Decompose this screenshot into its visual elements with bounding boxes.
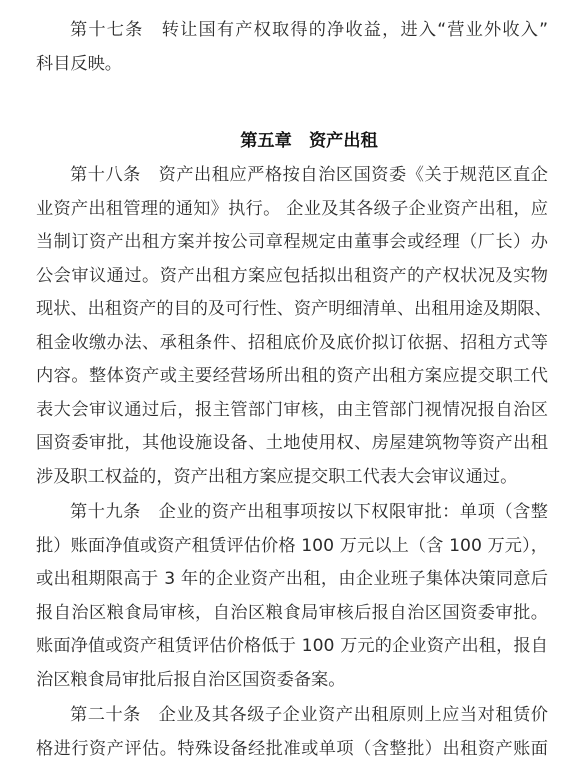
article-19-line: 第十九条 企业的资产出租事项按以下权限审批：单项（含整	[36, 496, 548, 530]
article-18-line: 公会审议通过。资产出租方案应包括拟出租资产的产权状况及实物	[36, 260, 548, 294]
article-18-line: 内容。整体资产或主要经营场所出租的资产出租方案应提交职工代	[36, 360, 548, 394]
article-17-line: 科目反映。	[36, 48, 548, 82]
article-18-line: 当制订资产出租方案并按公司章程规定由董事会或经理（厂长）办	[36, 226, 548, 260]
chapter-heading: 第五章 资产出租	[36, 123, 548, 159]
article-20	[36, 699, 548, 766]
article-18-line: 涉及职工权益的，资产出租方案应提交职工代表大会审议通过。	[36, 461, 548, 495]
article-19-line: 或出租期限高于 3 年的企业资产出租，由企业班子集体决策同意后	[36, 563, 548, 597]
article-17-line: 第十七条 转让国有产权取得的净收益，进入“营业外收入”	[36, 14, 548, 48]
document-page	[36, 14, 548, 766]
article-20-line: 格进行资产评估。特殊设备经批准或单项（含整批）出租资产账面	[36, 733, 548, 766]
article-19	[36, 496, 548, 697]
section-gap	[36, 81, 548, 123]
article-18-line: 租金收缴办法、承租条件、招租底价及底价拟订依据、招租方式等	[36, 327, 548, 361]
article-19-line: 账面净值或资产租赁评估价格低于 100 万元的企业资产出租，报自	[36, 630, 548, 664]
article-18	[36, 159, 548, 494]
article-18-line: 国资委审批，其他设施设备、土地使用权、房屋建筑物等资产出租	[36, 427, 548, 461]
article-17	[36, 14, 548, 81]
article-18-line: 表大会审议通过后，报主管部门审核，由主管部门视情况报自治区	[36, 394, 548, 428]
article-20-line: 第二十条 企业及其各级子企业资产出租原则上应当对租赁价	[36, 699, 548, 733]
article-18-line: 现状、出租资产的目的及可行性、资产明细清单、出租用途及期限、	[36, 293, 548, 327]
article-19-line: 批）账面净值或资产租赁评估价格 100 万元以上（含 100 万元），	[36, 530, 548, 564]
article-19-line: 治区粮食局审批后报自治区国资委备案。	[36, 664, 548, 698]
article-18-line: 业资产出租管理的通知》执行。 企业及其各级子企业资产出租，应	[36, 193, 548, 227]
article-19-line: 报自治区粮食局审核，自治区粮食局审核后报自治区国资委审批。	[36, 597, 548, 631]
article-18-line: 第十八条 资产出租应严格按自治区国资委《关于规范区直企	[36, 159, 548, 193]
